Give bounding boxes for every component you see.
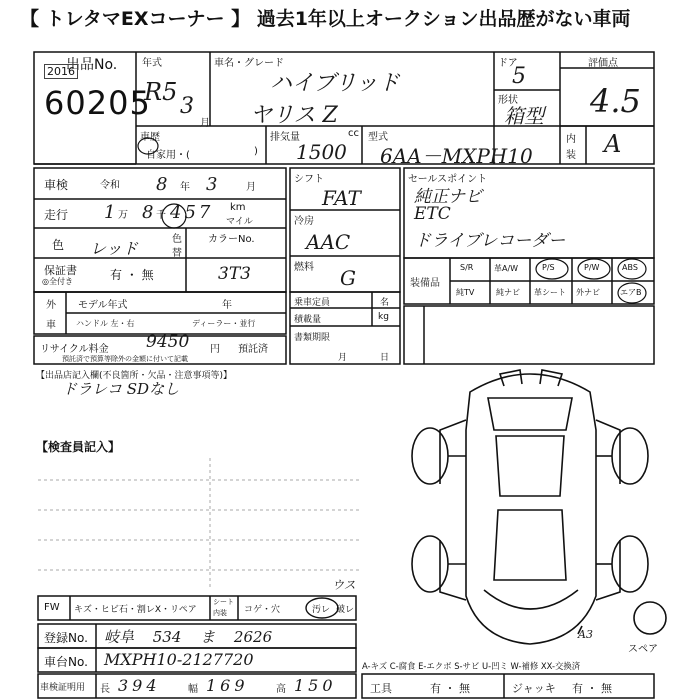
equip-row2-1: 純ナビ bbox=[496, 288, 520, 297]
year-month-unit: 月 bbox=[200, 118, 210, 129]
interior-label-bottom: 装 bbox=[566, 150, 576, 161]
year-label: 年式 bbox=[142, 58, 162, 69]
score-label: 評価点 bbox=[588, 58, 618, 69]
type-value: 6AA－MXPH10 bbox=[380, 144, 533, 168]
recycle-label: リサイクル料金 bbox=[40, 344, 109, 355]
model-name: ヤリス Z bbox=[250, 103, 338, 128]
cert-length-label: 長 bbox=[100, 684, 110, 695]
shape-value: 箱型 bbox=[504, 104, 544, 128]
cert-label: 車検証明用 bbox=[40, 683, 86, 693]
cert-width-label: 幅 bbox=[188, 684, 198, 695]
equip-row1-0: S/R bbox=[460, 263, 474, 272]
registration-value: 岐阜 534 ま 2626 bbox=[104, 628, 273, 646]
header-title: 【 トレタマEXコーナー 】 過去1年以上オークション出品歴がない車両 bbox=[20, 8, 631, 30]
inspection-label: 車検 bbox=[44, 178, 69, 192]
aircon-value: AAC bbox=[306, 230, 351, 254]
seat-item-1: 汚レ bbox=[312, 605, 331, 615]
cert-height: 150 bbox=[294, 676, 337, 695]
color-no-label: カラーNo. bbox=[208, 234, 255, 245]
lot-number: 60205 bbox=[44, 84, 151, 122]
mileage-sen: 8 bbox=[142, 202, 154, 223]
sales-point-3: ドライブレコーダー bbox=[414, 231, 566, 251]
foreign-handle: ハンドル 左・右 bbox=[76, 319, 135, 328]
jack-options: 有 ・ 無 bbox=[572, 682, 612, 695]
docs-day: 日 bbox=[380, 353, 390, 363]
fuel-value: G bbox=[340, 266, 356, 290]
registration-label: 登録No. bbox=[44, 631, 88, 645]
color-value: レッド bbox=[90, 239, 138, 258]
shift-label: シフト bbox=[294, 174, 324, 185]
model-grade: ハイブリッド bbox=[270, 71, 400, 96]
color-change-bottom: 替 bbox=[172, 248, 182, 259]
load-unit: kg bbox=[378, 312, 389, 322]
shape-label: 形状 bbox=[498, 95, 518, 106]
equip-row2-4: エアB bbox=[620, 288, 642, 297]
ext-spare: スペア bbox=[628, 644, 658, 655]
doors-label: ドア bbox=[498, 58, 518, 69]
seat-label-top: シート bbox=[213, 598, 234, 606]
capacity-label: 乗車定員 bbox=[294, 298, 331, 308]
model-label: 車名・グレード bbox=[214, 58, 284, 69]
equip-row2-2: 革シート bbox=[534, 288, 566, 297]
equipment-label: 装備品 bbox=[410, 278, 440, 289]
warranty-label: 保証書 bbox=[44, 264, 77, 277]
displacement-value: 1500 bbox=[296, 140, 347, 164]
shift-value: FAT bbox=[322, 186, 361, 210]
displacement-unit: cc bbox=[348, 128, 359, 139]
recycle-value: 9450 bbox=[146, 332, 190, 352]
color-label: 色 bbox=[52, 238, 65, 252]
mileage-man-unit: 万 bbox=[118, 210, 128, 221]
equip-row1-3: P/W bbox=[584, 263, 600, 272]
seat-us: ウス bbox=[332, 578, 356, 592]
chassis-label: 車台No. bbox=[44, 655, 88, 669]
sales-points-label: セールスポイント bbox=[408, 174, 488, 185]
inspector-label: 【検査員記入】 bbox=[36, 440, 121, 454]
seat-item-2: 破レ bbox=[336, 605, 355, 615]
mileage-label: 走行 bbox=[44, 208, 69, 222]
year-era: R5 bbox=[144, 78, 178, 106]
warranty-sub: ◎全付き bbox=[42, 277, 73, 286]
equip-row1-1: 革A/W bbox=[494, 264, 519, 273]
mileage-unit: km bbox=[230, 202, 246, 213]
docs-month: 月 bbox=[338, 353, 348, 363]
equip-row1-2: P/S bbox=[542, 263, 555, 272]
seat-label-bottom: 内装 bbox=[213, 609, 227, 617]
color-no-value: 3T3 bbox=[218, 264, 251, 284]
ext-legend: A-キズ C-腐食 E-エクボ S-サビ U-凹ミ W-補修 XX-交換済 bbox=[362, 661, 581, 671]
foreign-label-top: 外 bbox=[46, 300, 56, 311]
tools-label: 工具 bbox=[370, 682, 392, 695]
sales-point-1: 純正ナビ bbox=[414, 187, 482, 207]
warranty-options: 有 ・ 無 bbox=[110, 268, 154, 282]
docs-label: 書類期限 bbox=[294, 333, 331, 343]
color-change-top: 色 bbox=[172, 234, 182, 245]
score-value: 4.5 bbox=[590, 82, 641, 120]
fw-items: キズ・ヒビ石・割レX・リペア bbox=[74, 605, 197, 615]
recycle-status: 預託済 bbox=[238, 344, 268, 355]
chassis-value: MXPH10-2127720 bbox=[104, 650, 254, 669]
aircon-label: 冷房 bbox=[294, 216, 314, 227]
mileage-rest: 457 bbox=[170, 202, 214, 223]
load-label: 積載量 bbox=[294, 315, 322, 325]
interior-label-top: 内 bbox=[566, 134, 576, 145]
cert-length: 394 bbox=[118, 676, 161, 695]
foreign-label-bottom: 車 bbox=[46, 320, 56, 331]
capacity-unit: 名 bbox=[380, 298, 390, 308]
lot-year: 2016 bbox=[44, 64, 78, 79]
equip-row1-4: ABS bbox=[622, 263, 638, 272]
fuel-label: 燃料 bbox=[294, 262, 314, 273]
lot-label: 出品No. bbox=[66, 57, 118, 73]
inspection-year: 8 bbox=[156, 174, 168, 195]
category-label: 車歴 bbox=[140, 132, 160, 143]
fw-label: FW bbox=[44, 602, 60, 613]
equip-row2-0: 純TV bbox=[456, 288, 475, 297]
interior-value: A bbox=[604, 130, 622, 158]
cert-width: 169 bbox=[206, 676, 249, 695]
type-label: 型式 bbox=[368, 132, 388, 143]
foreign-dealer: ディーラー・並行 bbox=[192, 319, 256, 328]
recycle-unit: 円 bbox=[210, 344, 220, 355]
jack-label: ジャッキ bbox=[512, 682, 556, 695]
equip-row2-3: 外ナビ bbox=[576, 288, 600, 297]
recycle-note: 預託済で預算等除外の金額に付いて記載 bbox=[62, 355, 188, 363]
foreign-year-unit: 年 bbox=[222, 300, 232, 311]
category-close: ) bbox=[254, 146, 258, 157]
cert-height-label: 高 bbox=[276, 684, 286, 695]
foreign-model-year: モデル年式 bbox=[78, 300, 128, 311]
seat-item-0: コゲ・穴 bbox=[244, 605, 281, 615]
tools-options: 有 ・ 無 bbox=[430, 682, 470, 695]
sales-point-2: ETC bbox=[414, 204, 451, 224]
ext-a3: A3 bbox=[578, 628, 593, 641]
category-options: 自家用・( bbox=[146, 150, 190, 161]
mileage-man: 1 bbox=[104, 202, 116, 223]
seller-notes-label: 【出品店記入欄(不良箇所・欠品・注意事項等)】 bbox=[36, 371, 233, 381]
inspection-month: 3 bbox=[206, 174, 218, 195]
inspection-year-unit: 年 bbox=[180, 182, 190, 193]
doors-value: 5 bbox=[512, 64, 526, 89]
year-month: 3 bbox=[180, 94, 194, 119]
displacement-label: 排気量 bbox=[270, 132, 300, 143]
inspection-month-unit: 月 bbox=[246, 182, 256, 193]
mileage-unit2: マイル bbox=[226, 217, 253, 227]
mileage-sen-unit: 千 bbox=[156, 210, 166, 221]
seller-notes-value: ドラレコ SDなし bbox=[62, 380, 180, 398]
inspection-era: 令和 bbox=[100, 180, 120, 191]
